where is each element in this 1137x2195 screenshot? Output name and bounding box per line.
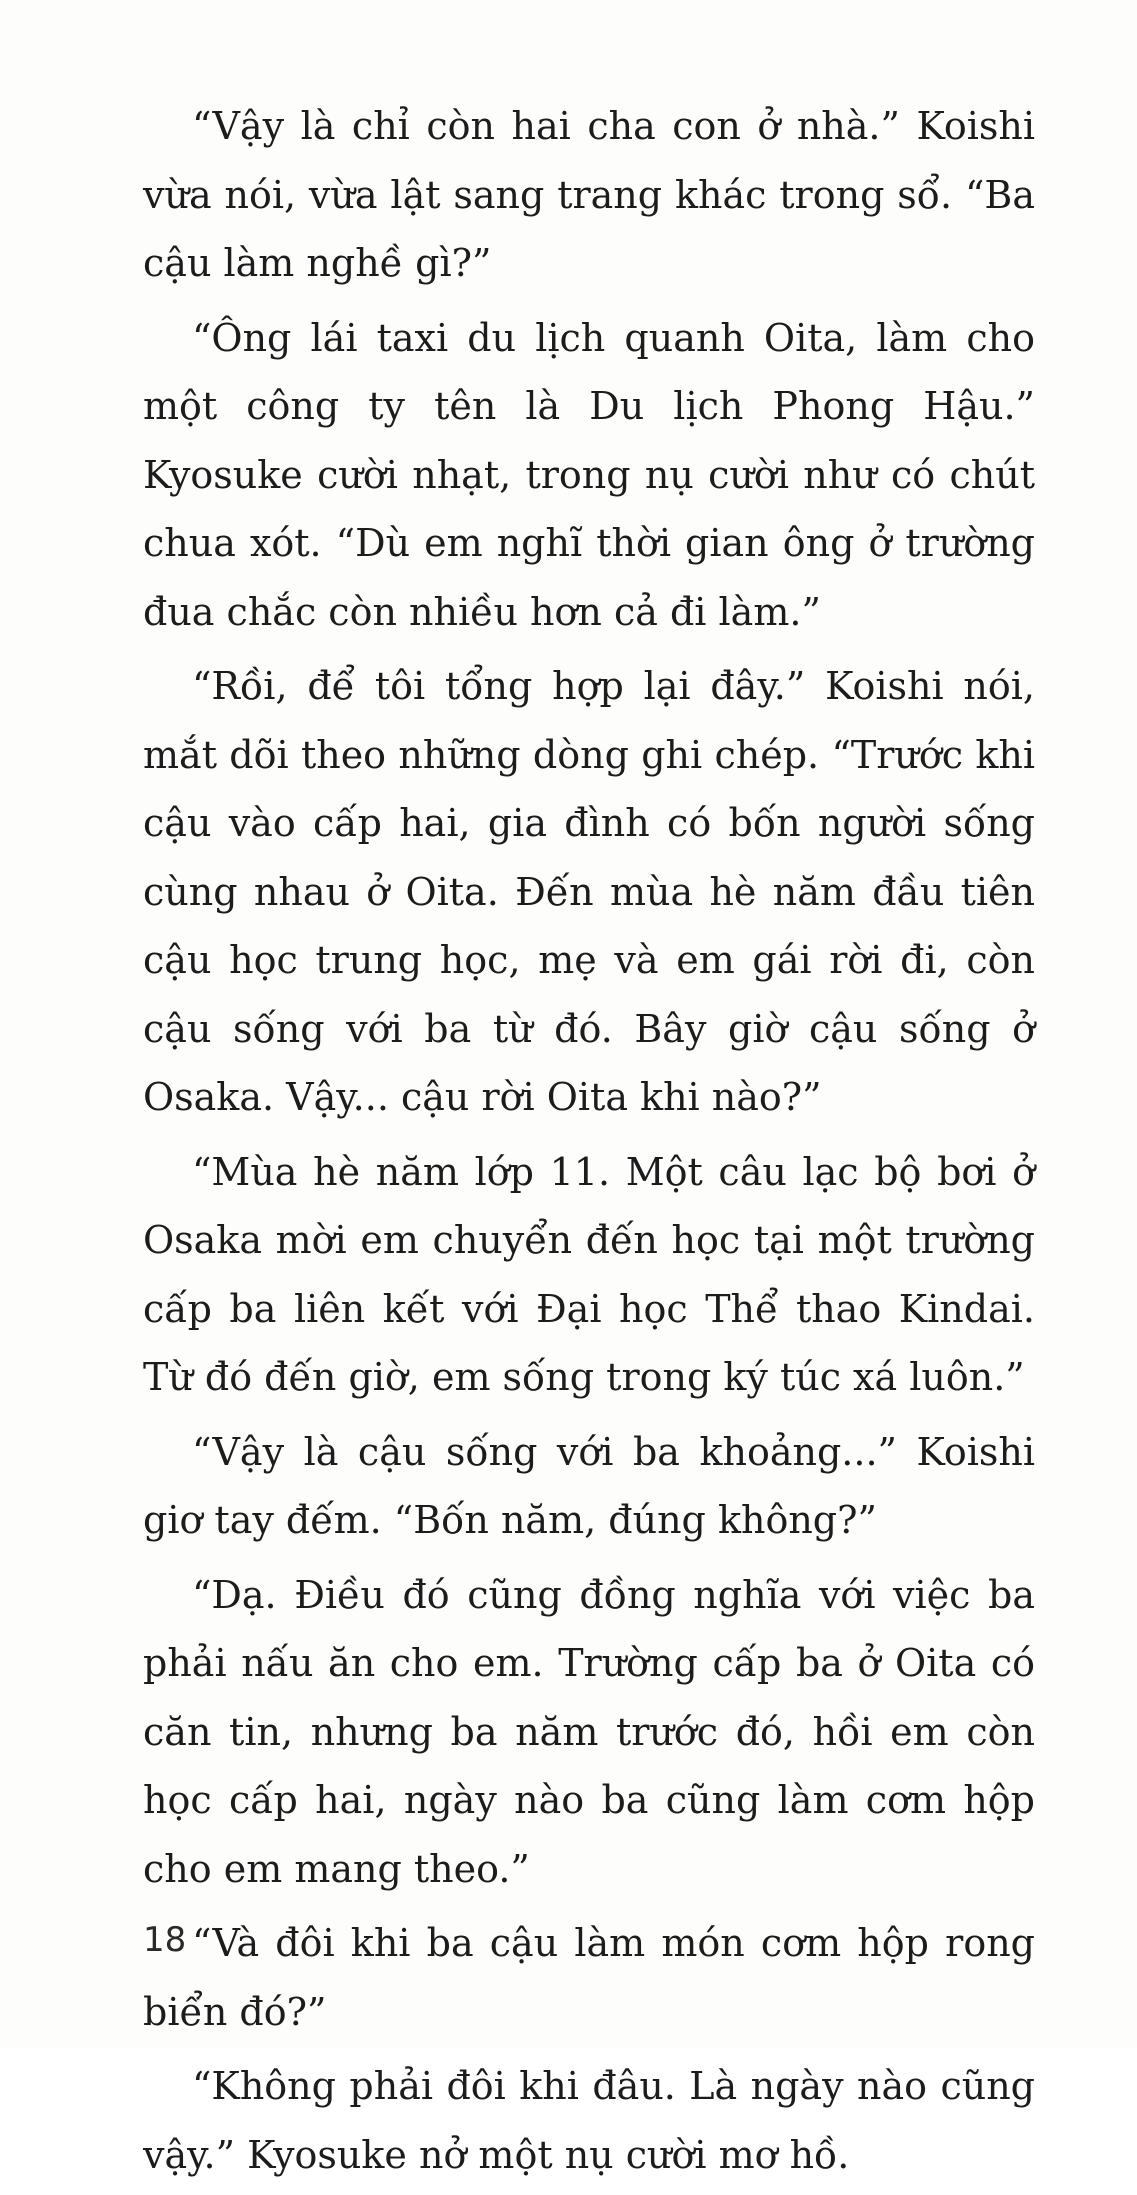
paragraph: “Rồi, để tôi tổng hợp lại đây.” Koishi nói, mắt dõi theo những dòng ghi chép. “Trước khi cậu vào cấp hai, gia đình có bốn người sống cùng nhau ở Oita. Đến mùa hè năm đầu tiên cậu học trung học, mẹ và em gái rời đi, còn cậu sống với ba từ đó. Bây giờ cậu sống ở Osaka. Vậy... cậu rời Oita khi nào?” — [143, 664, 1035, 1119]
paragraph: “Dạ. Điều đó cũng đồng nghĩa với việc ba phải nấu ăn cho em. Trường cấp ba ở Oita có căn tin, nhưng ba năm trước đó, hồi em còn học cấp hai, ngày nào ba cũng làm cơm hộp cho em mang theo.” — [143, 1572, 1035, 1891]
paragraph: “Vậy là chỉ còn hai cha con ở nhà.” Koishi vừa nói, vừa lật sang trang khác trong sổ. “Ba cậu làm nghề gì?” — [143, 104, 1035, 285]
paragraph: “Không phải đôi khi đâu. Là ngày nào cũng vậy.” Kyosuke nở một nụ cười mơ hồ. — [143, 2064, 1035, 2177]
paragraph: “Vậy là cậu sống với ba khoảng...” Koishi giơ tay đếm. “Bốn năm, đúng không?” — [143, 1429, 1035, 1542]
body-text — [143, 92, 1035, 2195]
paragraph: “Và đôi khi ba cậu làm món cơm hộp rong biển đó?” — [143, 1921, 1035, 2034]
paragraph: “Mùa hè năm lớp 11. Một câu lạc bộ bơi ở Osaka mời em chuyển đến học tại một trường cấp ba liên kết với Đại học Thể thao Kindai. Từ đó đến giờ, em sống trong ký túc xá luôn.” — [143, 1149, 1035, 1399]
page-number: 18 — [143, 1920, 187, 1960]
paragraph: “Ông lái taxi du lịch quanh Oita, làm cho một công ty tên là Du lịch Phong Hậu.” Kyosuke cười nhạt, trong nụ cười như có chút chua xót. “Dù em nghĩ thời gian ông ở trường đua chắc còn nhiều hơn cả đi làm.” — [143, 315, 1035, 634]
